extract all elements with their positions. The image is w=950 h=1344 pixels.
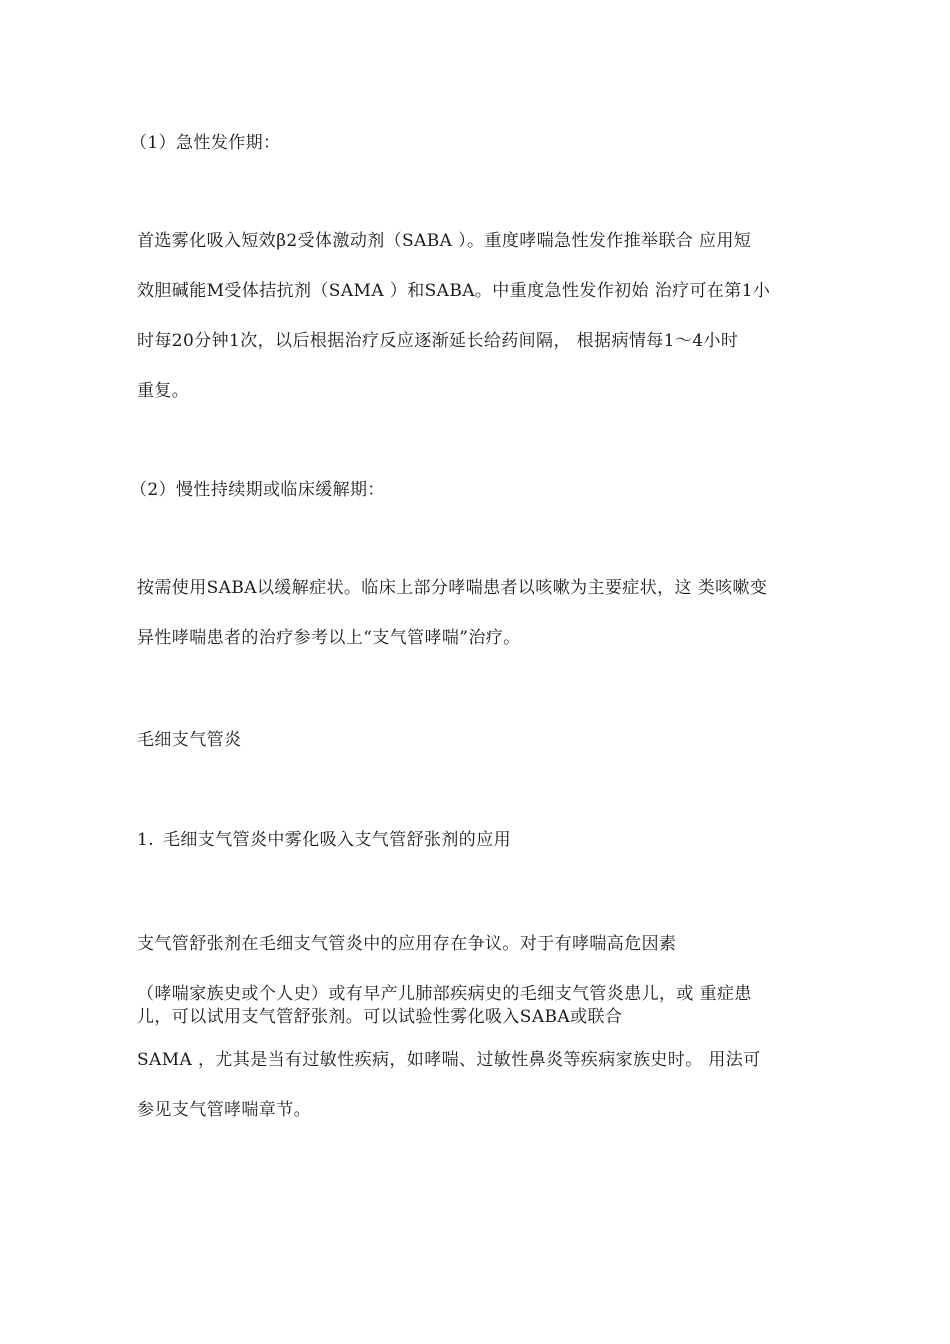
paragraph-line: 儿，可以试用支气管舒张剂。可以试验性雾化吸入SABA或联合	[137, 1007, 623, 1027]
numbered-item-heading	[137, 830, 511, 850]
paragraph-line: 首选雾化吸入短效β2受体激动剂（SABA ）。重度哮喘急性发作推举联合 应用短	[137, 231, 752, 251]
paragraph-line: 参见支气管哮喘章节。	[137, 1100, 311, 1120]
paragraph-line: 支气管舒张剂在毛细支气管炎中的应用存在争议。对于有哮喘高危因素	[137, 934, 677, 954]
paragraph-line: 异性哮喘患者的治疗参考以上“支气管哮喘”治疗。	[137, 628, 521, 648]
paragraph-line: （哮喘家族史或个人史）或有早产儿肺部疾病史的毛细支气管炎患儿，或 重症患	[137, 984, 752, 1004]
paragraph-line: 时每20分钟1次，以后根据治疗反应逐渐延长给药间隔， 根据病情每1〜4小时	[137, 331, 739, 351]
paragraph-line: SAMA ，尤其是当有过敏性疾病，如哮喘、过敏性鼻炎等疾病家族史时。 用法可	[137, 1050, 761, 1070]
section-heading-acute: （1）急性发作期：	[130, 133, 281, 153]
item-title: 毛细支气管炎中雾化吸入支气管舒张剂的应用	[163, 830, 511, 850]
section-heading-chronic: （2）慢性持续期或临床缓解期：	[130, 480, 385, 500]
paragraph-line: 重复。	[137, 381, 190, 401]
paragraph-line: 效胆碱能M受体拮抗剂（SAMA ）和SABA。中重度急性发作初始 治疗可在第1小	[137, 281, 771, 301]
section-title: 毛细支气管炎	[137, 730, 242, 750]
paragraph-line: 按需使用SABA以缓解症状。临床上部分哮喘患者以咳嗽为主要症状，这 类咳嗽变	[137, 578, 768, 598]
item-number: 1.	[137, 830, 155, 850]
